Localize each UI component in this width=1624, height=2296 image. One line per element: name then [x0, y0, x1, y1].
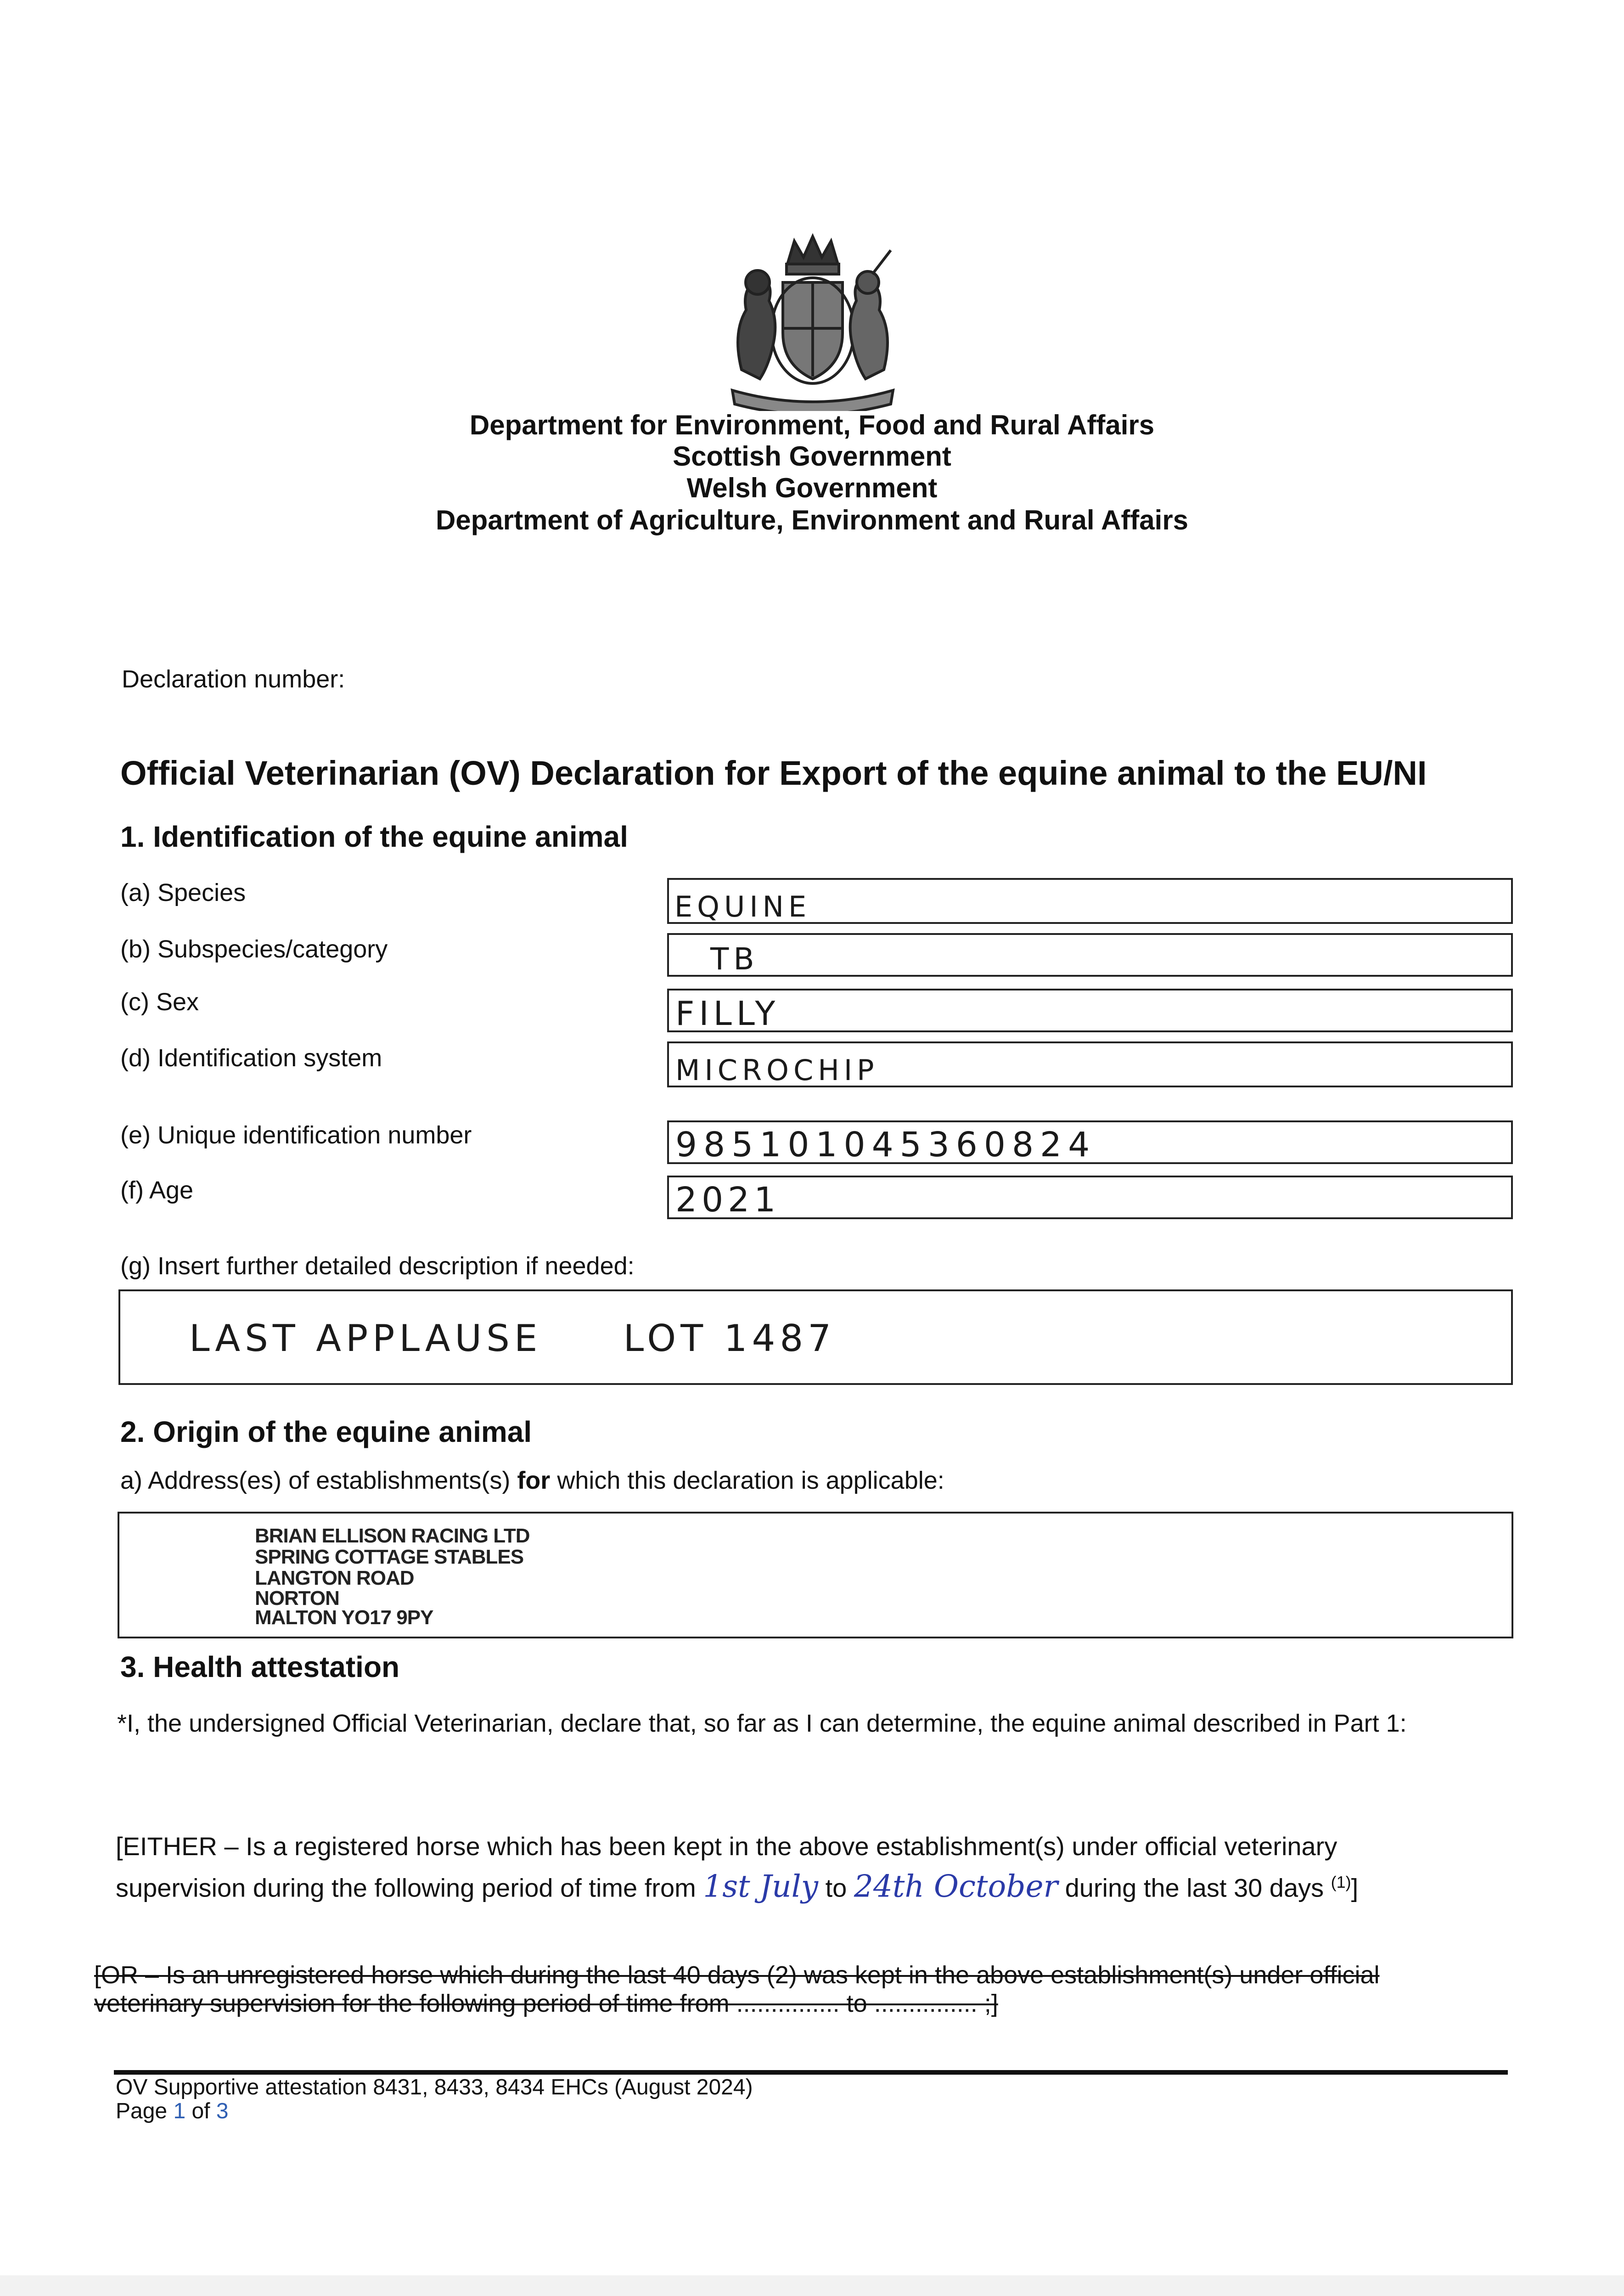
- header-line-welsh-government: Welsh Government: [686, 473, 938, 503]
- either-clause-line-1: [EITHER – Is a registered horse which has been kept in the above establishment(s) under official veterinary: [116, 1832, 1337, 1861]
- address-line-5: MALTON YO17 9PY: [255, 1606, 433, 1629]
- field-value-sex: FILLY: [675, 994, 780, 1033]
- page-prefix: Page: [116, 2099, 174, 2123]
- scan-bottom-edge: [0, 2275, 1624, 2296]
- field-box-subspecies: [667, 933, 1513, 977]
- field-value-age: 2021: [675, 1180, 781, 1220]
- either-end: ]: [1351, 1873, 1359, 1902]
- address-line-4: NORTON: [255, 1587, 339, 1609]
- field-value-identification-system: MICROCHIP: [675, 1053, 879, 1087]
- address-label-bold: for: [517, 1467, 551, 1494]
- footer-rule: [114, 2070, 1508, 2075]
- header-line-defra: Department for Environment, Food and Rural Affairs: [469, 410, 1155, 440]
- section-3-heading: 3. Health attestation: [120, 1650, 400, 1683]
- further-description-box: [118, 1289, 1513, 1385]
- address-box: [118, 1512, 1513, 1638]
- footer-page-number: [116, 2099, 229, 2124]
- address-line-1: BRIAN ELLISON RACING LTD: [255, 1525, 530, 1547]
- or-clause-line-2: veterinary supervision for the following period of time from ............... to ............... ;]: [94, 1990, 998, 2017]
- field-value-species: EQUINE: [674, 890, 811, 923]
- field-label-identification-system: (d) Identification system: [120, 1044, 382, 1072]
- page-current: 1: [173, 2099, 186, 2123]
- header-line-scottish-government: Scottish Government: [673, 441, 951, 472]
- either-to-date: 24th October: [854, 1868, 1058, 1904]
- field-label-species: (a) Species: [120, 879, 246, 906]
- page-mid: of: [185, 2099, 216, 2123]
- field-box-sex: [667, 989, 1513, 1032]
- field-label-unique-id: (e) Unique identification number: [120, 1121, 472, 1149]
- address-label: [120, 1466, 944, 1495]
- field-value-unique-id: 985101045360824: [675, 1125, 1096, 1165]
- page-total: 3: [216, 2099, 229, 2123]
- field-box-identification-system: [667, 1041, 1513, 1087]
- field-box-species: [667, 878, 1513, 924]
- section-2-heading: 2. Origin of the equine animal: [120, 1415, 532, 1448]
- document-title: Official Veterinarian (OV) Declaration for Export of the equine animal to the EU/NI: [120, 754, 1427, 792]
- footer-attestation-line: OV Supportive attestation 8431, 8433, 8434 EHCs (August 2024): [116, 2075, 753, 2099]
- field-box-age: [667, 1176, 1513, 1219]
- either-text-a: supervision during the following period of time from: [116, 1873, 703, 1902]
- header-line-daera: Department of Agriculture, Environment and Rural Affairs: [435, 505, 1189, 535]
- address-label-pre: a) Address(es) of establishments(s): [120, 1467, 517, 1494]
- field-box-unique-id: [667, 1120, 1513, 1164]
- or-clause-line-1: [OR – Is an unregistered horse which during the last 40 days (2) was kept in the above establishment(s) under official: [94, 1961, 1380, 1989]
- either-from-date: 1st July: [703, 1868, 819, 1904]
- field-label-subspecies: (b) Subspecies/category: [120, 935, 388, 963]
- further-description-value: LAST APPLAUSE LOT 1487: [189, 1317, 836, 1360]
- either-text-c: during the last 30 days: [1058, 1873, 1331, 1902]
- either-text-b: to: [818, 1873, 854, 1902]
- field-value-subspecies: TB: [710, 941, 759, 977]
- either-clause-line-2: [116, 1867, 1358, 1903]
- health-attestation-intro: *I, the undersigned Official Veterinarian, declare that, so far as I can determine, the equine animal described in Part 1:: [117, 1710, 1407, 1737]
- royal-coat-of-arms-crest: [714, 232, 911, 411]
- declaration-number-label: Declaration number:: [122, 665, 345, 693]
- address-line-3: LANGTON ROAD: [255, 1567, 414, 1589]
- further-description-label: (g) Insert further detailed description if needed:: [120, 1252, 635, 1280]
- field-label-sex: (c) Sex: [120, 988, 199, 1016]
- either-footnote-ref: (1): [1331, 1873, 1351, 1891]
- address-label-post: which this declaration is applicable:: [550, 1467, 944, 1494]
- section-1-heading: 1. Identification of the equine animal: [120, 820, 628, 853]
- field-label-age: (f) Age: [120, 1176, 194, 1204]
- address-line-2: SPRING COTTAGE STABLES: [255, 1546, 524, 1568]
